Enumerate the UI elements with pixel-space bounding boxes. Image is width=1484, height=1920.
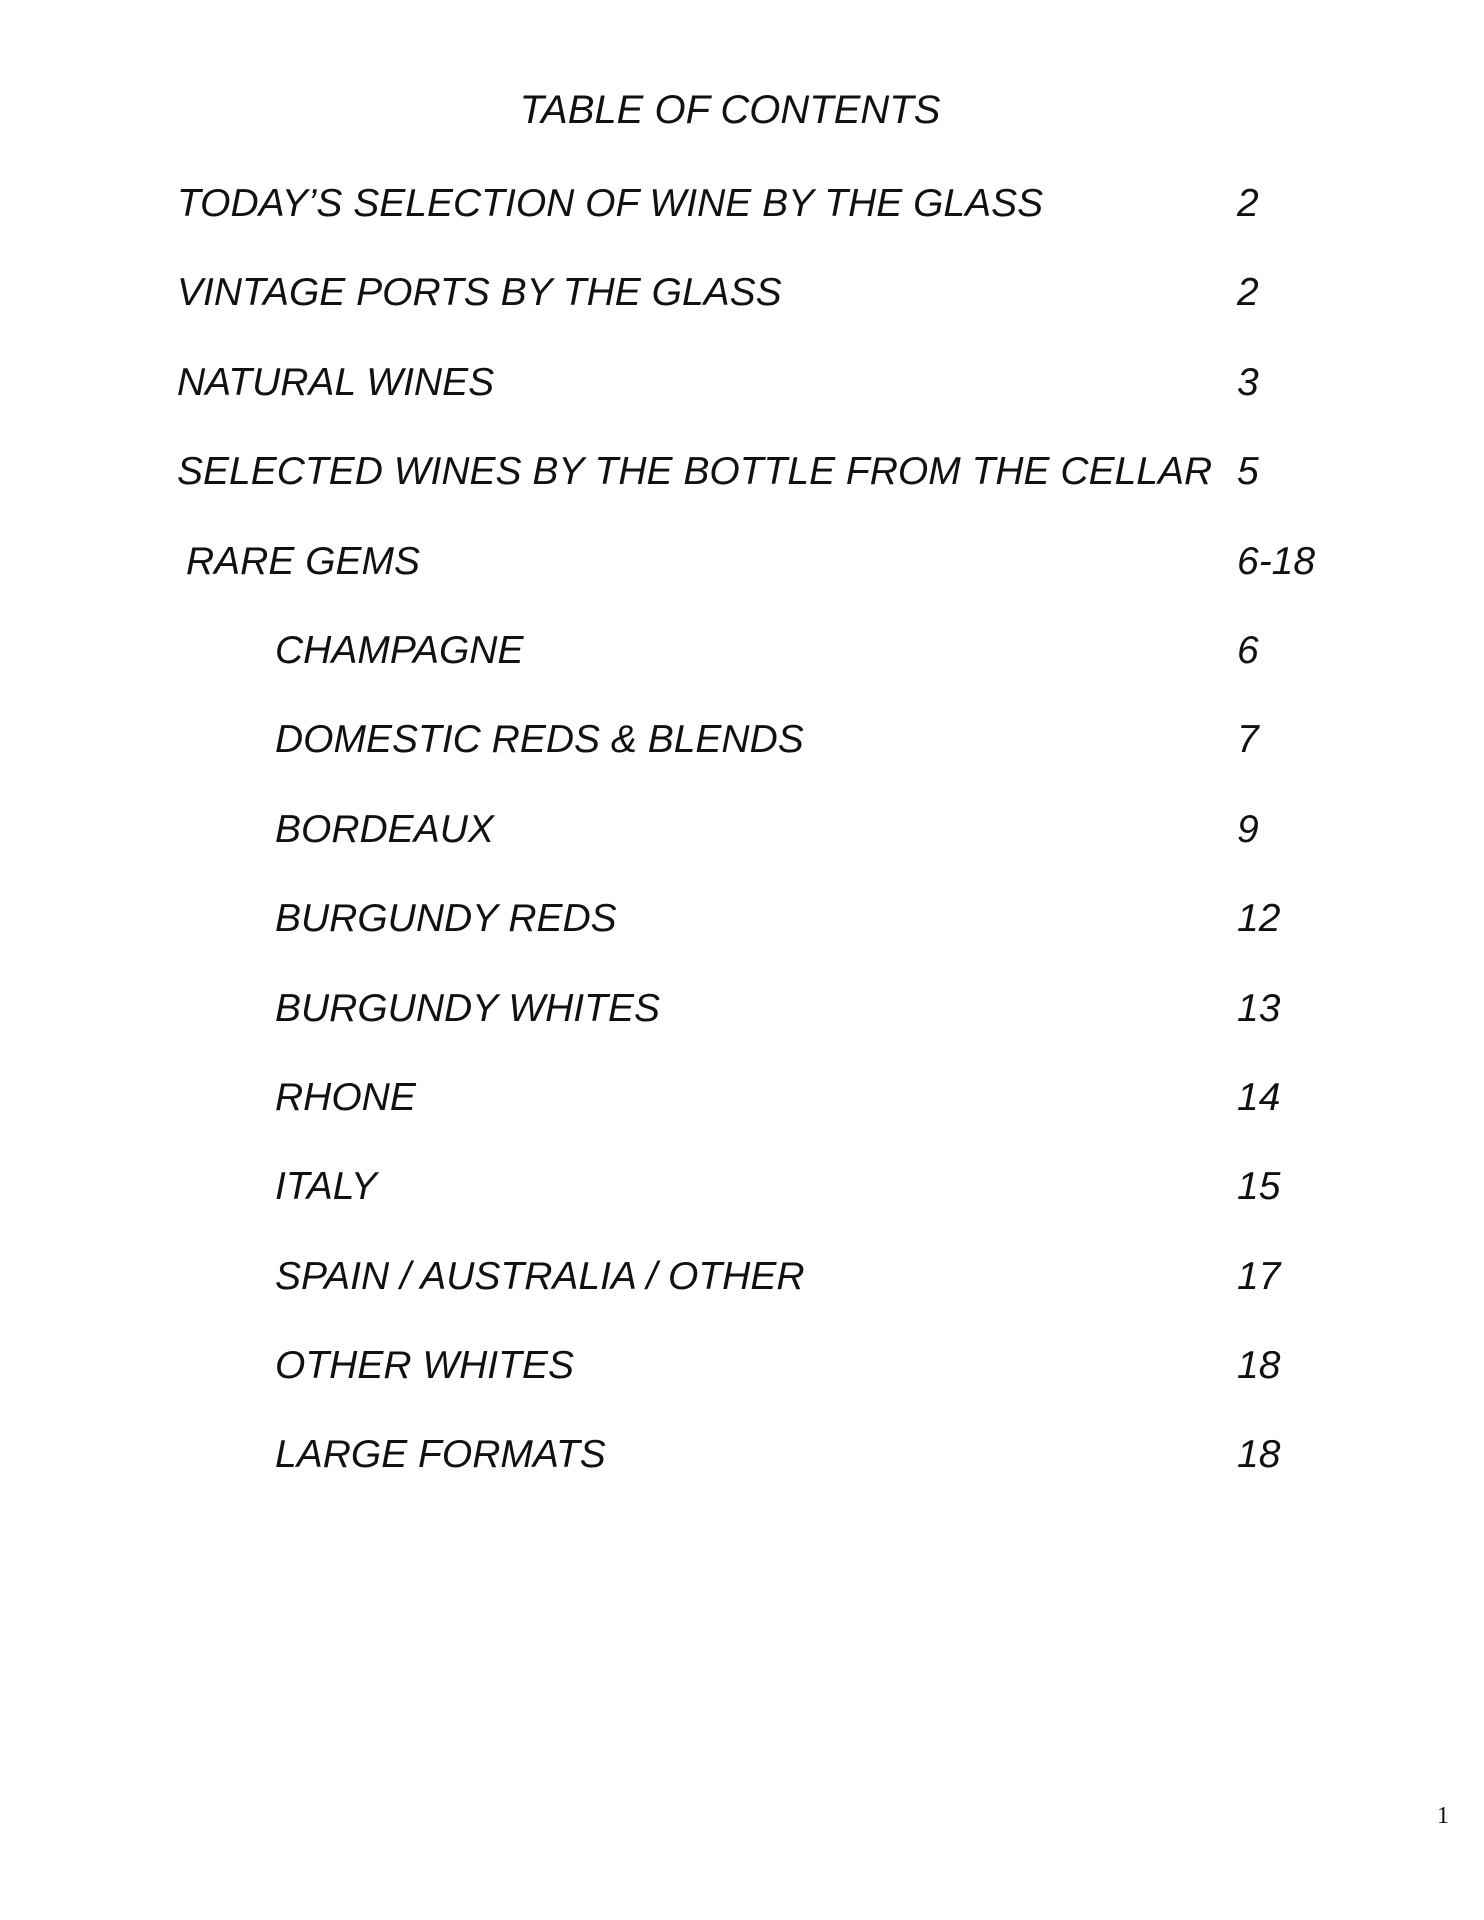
toc-title: TABLE OF CONTENTS — [519, 88, 941, 132]
toc-entry-label: BORDEAUX — [275, 807, 494, 851]
toc-entry-label: ITALY — [275, 1165, 377, 1209]
toc-entry-vintage-ports — [0, 261, 1484, 350]
toc-entry-label: RARE GEMS — [186, 539, 421, 583]
toc-entry-page: 18 — [1237, 1344, 1281, 1388]
toc-entry-page: 9 — [1237, 807, 1259, 851]
toc-entry-rhone — [0, 1066, 1484, 1155]
toc-entry-burgundy-reds — [0, 887, 1484, 976]
toc-list — [0, 172, 1484, 1513]
toc-entry-label: SELECTED WINES BY THE BOTTLE FROM THE CELLAR — [177, 450, 1213, 494]
toc-entry-label: VINTAGE PORTS BY THE GLASS — [177, 271, 782, 315]
toc-entry-page: 6 — [1237, 628, 1259, 672]
toc-entry-large-formats — [0, 1423, 1484, 1512]
toc-entry-page: 2 — [1237, 182, 1259, 225]
toc-entry-page: 18 — [1237, 1433, 1281, 1477]
toc-entry-natural-wines — [0, 351, 1484, 440]
toc-entry-selected-wines-cellar — [0, 440, 1484, 529]
toc-entry-page: 17 — [1237, 1254, 1281, 1298]
toc-entry-italy — [0, 1155, 1484, 1244]
toc-entry-page: 14 — [1237, 1075, 1281, 1119]
toc-entry-rare-gems — [0, 530, 1484, 619]
toc-entry-champagne — [0, 619, 1484, 708]
toc-entry-label: LARGE FORMATS — [275, 1433, 606, 1477]
toc-entry-other-whites — [0, 1334, 1484, 1423]
toc-entry-label: NATURAL WINES — [177, 360, 495, 404]
toc-entry-page: 7 — [1237, 718, 1259, 762]
toc-entry-wine-by-glass — [0, 172, 1484, 261]
toc-entry-label: OTHER WHITES — [275, 1344, 574, 1388]
toc-entry-page: 3 — [1237, 360, 1259, 404]
toc-entry-label: SPAIN / AUSTRALIA / OTHER — [275, 1254, 805, 1298]
toc-entry-page: 5 — [1237, 450, 1259, 494]
toc-entry-label: RHONE — [275, 1075, 416, 1119]
toc-entry-label: TODAY’S SELECTION OF WINE BY THE GLASS — [177, 182, 1044, 225]
toc-entry-label: BURGUNDY WHITES — [275, 986, 660, 1030]
toc-entry-page: 15 — [1237, 1165, 1281, 1209]
toc-entry-bordeaux — [0, 798, 1484, 887]
page-number: 1 — [1437, 1803, 1449, 1829]
toc-entry-label: DOMESTIC REDS & BLENDS — [275, 718, 804, 762]
toc-entry-domestic-reds — [0, 708, 1484, 797]
toc-entry-label: BURGUNDY REDS — [275, 897, 617, 941]
toc-entry-page: 2 — [1237, 271, 1259, 315]
toc-entry-page: 13 — [1237, 986, 1281, 1030]
toc-entry-burgundy-whites — [0, 977, 1484, 1066]
toc-entry-spain-australia-other — [0, 1245, 1484, 1334]
toc-entry-page: 12 — [1237, 897, 1281, 941]
toc-entry-label: CHAMPAGNE — [275, 628, 524, 672]
toc-entry-page: 6-18 — [1237, 539, 1316, 583]
